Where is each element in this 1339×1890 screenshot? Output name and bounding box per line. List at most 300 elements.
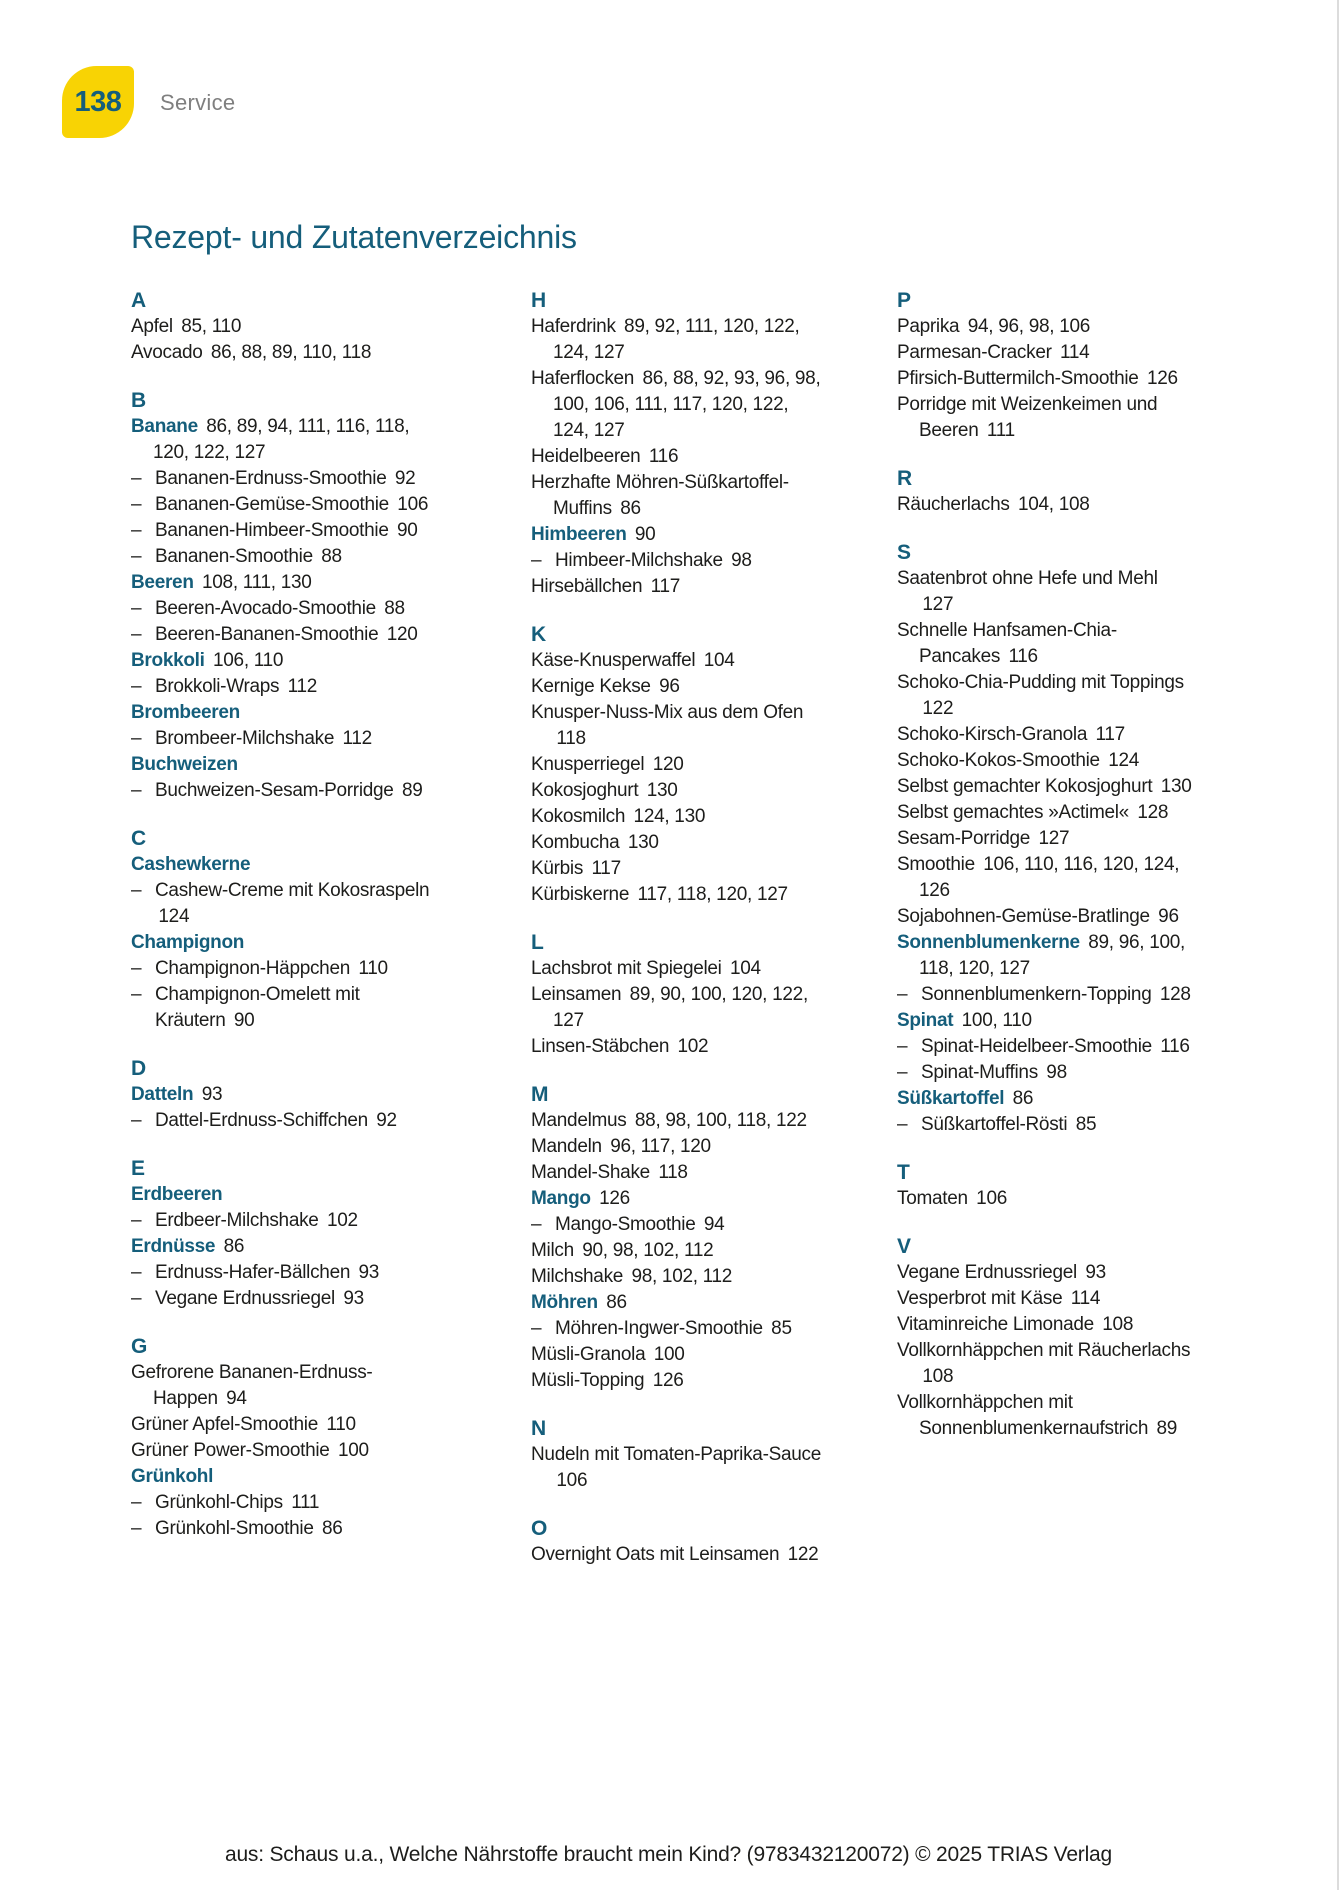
entry-page-numbers: 127 xyxy=(1038,828,1070,849)
index-entry xyxy=(531,882,826,908)
entry-term: Kombucha xyxy=(531,832,620,853)
section-letter: N xyxy=(531,1417,547,1440)
index-section-p xyxy=(897,288,1195,444)
entry-term: Mango-Smoothie xyxy=(555,1214,696,1235)
entry-term: Bananen-Smoothie xyxy=(155,546,313,567)
entry-term: Haferdrink xyxy=(531,316,616,337)
index-entry xyxy=(531,982,826,1034)
index-entry xyxy=(131,596,431,622)
index-entry xyxy=(531,574,826,600)
index-entry xyxy=(131,1360,431,1412)
section-letter: H xyxy=(531,289,547,312)
index-entry xyxy=(131,852,431,878)
index-section-g xyxy=(131,1334,431,1542)
entry-term: Sesam-Porridge xyxy=(897,828,1031,849)
entry-page-numbers: 85, 110 xyxy=(181,316,242,337)
index-entry xyxy=(897,340,1195,366)
index-entry xyxy=(531,1034,826,1060)
index-entry xyxy=(897,1338,1195,1390)
entry-term: Himbeer-Milchshake xyxy=(555,550,723,571)
entry-term: Brombeer-Milchshake xyxy=(155,728,335,749)
entry-page-numbers: 117 xyxy=(650,576,680,597)
entry-page-numbers: 114 xyxy=(1070,1288,1101,1309)
entry-term: Mandel-Shake xyxy=(531,1162,650,1183)
entry-term: Saatenbrot ohne Hefe und Mehl xyxy=(897,568,1158,589)
index-section-o xyxy=(531,1516,826,1568)
entry-page-numbers: 93 xyxy=(201,1084,223,1105)
entry-page-numbers: 116 xyxy=(1160,1036,1190,1057)
entry-page-numbers: 86 xyxy=(606,1292,627,1313)
entry-page-numbers: 88 xyxy=(321,546,342,567)
index-entry xyxy=(897,748,1195,774)
entry-term: Grüner Apfel-Smoothie xyxy=(131,1414,318,1435)
entry-term: Spinat-Muffins xyxy=(921,1062,1038,1083)
entry-page-numbers: 100, 110 xyxy=(961,1010,1032,1031)
entry-term: Dattel-Erdnuss-Schiffchen xyxy=(155,1110,368,1131)
entry-term: Hirsebällchen xyxy=(531,576,643,597)
section-letter: M xyxy=(531,1083,549,1106)
entry-page-numbers: 126 xyxy=(599,1188,630,1209)
entry-term: Linsen-Stäbchen xyxy=(531,1036,670,1057)
entry-page-numbers: 89, 90, 100, 120, 122, 127 xyxy=(553,984,808,1031)
entry-term: Erdnuss-Hafer-Bällchen xyxy=(155,1262,351,1283)
entry-term: Grünkohl-Smoothie xyxy=(155,1518,314,1539)
index-entry xyxy=(531,856,826,882)
entry-page-numbers: 126 xyxy=(652,1370,684,1391)
entry-page-numbers: 93 xyxy=(343,1288,364,1309)
entry-page-numbers: 86, 89, 94, 111, 116, 118, 120, 122, 127 xyxy=(153,416,410,463)
index-entry xyxy=(531,804,826,830)
section-letter: E xyxy=(131,1157,146,1180)
index-section-s xyxy=(897,540,1195,1138)
entry-term: Vollkornhäppchen mit Sonnenblumenkernaufstrich xyxy=(897,1392,1149,1439)
entry-page-numbers: 104 xyxy=(730,958,761,979)
index-entry xyxy=(897,1390,1195,1442)
index-entry xyxy=(897,366,1195,392)
page-title: Rezept- und Zutatenverzeichnis xyxy=(131,219,577,255)
index-entry xyxy=(531,1342,826,1368)
section-letter: R xyxy=(897,467,913,490)
entry-term: Vegane Erdnussriegel xyxy=(897,1262,1077,1283)
entry-term: Süßkartoffel-Rösti xyxy=(921,1114,1068,1135)
running-head-section-label: Service xyxy=(160,90,236,115)
entry-page-numbers: 98, 102, 112 xyxy=(631,1266,733,1287)
index-entry xyxy=(131,340,431,366)
sub-entry-dash: – xyxy=(131,1288,142,1309)
sub-entry-dash: – xyxy=(131,780,142,801)
index-entry xyxy=(897,826,1195,852)
sub-entry-dash: – xyxy=(897,1036,908,1057)
entry-page-numbers: 89, 96, 100, 118, 120, 127 xyxy=(919,932,1185,979)
entry-page-numbers: 86 xyxy=(620,498,641,519)
entry-page-numbers: 126 xyxy=(1146,368,1178,389)
entry-term: Pfirsich-Buttermilch-Smoothie xyxy=(897,368,1139,389)
index-entry xyxy=(531,1108,826,1134)
index-section-d xyxy=(131,1056,431,1134)
sub-entry-dash: – xyxy=(131,1518,142,1539)
index-entry xyxy=(131,1260,431,1286)
sub-entry-dash: – xyxy=(131,520,142,541)
section-letter: T xyxy=(897,1161,910,1184)
entry-term: Himbeeren xyxy=(531,524,627,545)
index-entry xyxy=(131,314,431,340)
entry-term: Beeren-Avocado-Smoothie xyxy=(155,598,376,619)
entry-page-numbers: 100 xyxy=(653,1344,685,1365)
entry-page-numbers: 100 xyxy=(337,1440,369,1461)
index-entry xyxy=(131,1108,431,1134)
entry-page-numbers: 108 xyxy=(1102,1314,1134,1335)
index-entry xyxy=(897,1086,1195,1112)
entry-term: Kernige Kekse xyxy=(531,676,651,697)
page-number-badge xyxy=(62,66,134,138)
entry-page-numbers: 120 xyxy=(652,754,684,775)
footer-credit: aus: Schaus u.a., Welche Nährstoffe braucht mein Kind? (9783432120072) © 2025 TRIAS Verlag xyxy=(224,1843,1113,1866)
entry-term: Bananen-Himbeer-Smoothie xyxy=(155,520,389,541)
entry-page-numbers: 106, 110, 116, 120, 124, 126 xyxy=(919,854,1180,901)
entry-page-numbers: 86 xyxy=(223,1236,245,1257)
sub-entry-dash: – xyxy=(897,984,908,1005)
section-letter: D xyxy=(131,1057,147,1080)
index-section-e xyxy=(131,1156,431,1312)
entry-term: Herzhafte Möhren-Süßkartoffel-Muffins xyxy=(531,472,789,519)
index-entry xyxy=(531,1212,826,1238)
entry-page-numbers: 85 xyxy=(1075,1114,1097,1135)
index-entry xyxy=(131,570,431,596)
entry-term: Banane xyxy=(131,416,198,437)
index-entry xyxy=(131,414,431,466)
entry-page-numbers: 96, 117, 120 xyxy=(610,1136,711,1157)
entry-page-numbers: 116 xyxy=(648,446,679,467)
index-section-r xyxy=(897,466,1195,518)
entry-term: Sonnenblumenkerne xyxy=(897,932,1080,953)
section-letter: O xyxy=(531,1517,548,1540)
entry-page-numbers: 118 xyxy=(556,728,586,749)
index-entry xyxy=(131,466,431,492)
entry-page-numbers: 106, 110 xyxy=(213,650,284,671)
entry-term: Müsli-Topping xyxy=(531,1370,645,1391)
index-entry xyxy=(897,982,1195,1008)
entry-term: Knusper-Nuss-Mix aus dem Ofen xyxy=(531,702,804,723)
section-letter: V xyxy=(897,1235,912,1258)
index-entry xyxy=(897,1034,1195,1060)
entry-page-numbers: 130 xyxy=(627,832,659,853)
index-entry xyxy=(131,622,431,648)
entry-page-numbers: 92 xyxy=(394,468,416,489)
index-entry xyxy=(897,852,1195,904)
sub-entry-dash: – xyxy=(131,468,142,489)
entry-term: Käse-Knusperwaffel xyxy=(531,650,696,671)
entry-term: Overnight Oats mit Leinsamen xyxy=(531,1544,780,1565)
entry-term: Kürbis xyxy=(531,858,584,879)
entry-term: Beeren xyxy=(131,572,194,593)
entry-term: Bananen-Gemüse-Smoothie xyxy=(155,494,389,515)
index-entry xyxy=(897,1312,1195,1338)
index-entry xyxy=(131,1412,431,1438)
index-entry xyxy=(131,956,431,982)
index-entry xyxy=(131,878,431,930)
entry-page-numbers: 89 xyxy=(401,780,423,801)
entry-term: Porridge mit Weizenkeimen und Beeren xyxy=(897,394,1158,441)
entry-term: Champignon-Häppchen xyxy=(155,958,350,979)
entry-page-numbers: 104 xyxy=(703,650,735,671)
entry-term: Schoko-Chia-Pudding mit Toppings xyxy=(897,672,1184,693)
entry-term: Sojabohnen-Gemüse-Bratlinge xyxy=(897,906,1150,927)
entry-page-numbers: 106 xyxy=(556,1470,588,1491)
entry-term: Knusperriegel xyxy=(531,754,645,775)
entry-page-numbers: 127 xyxy=(922,594,954,615)
sub-entry-dash: – xyxy=(131,958,142,979)
index-entry xyxy=(131,1464,431,1490)
entry-page-numbers: 124 xyxy=(1108,750,1140,771)
index-entry xyxy=(897,722,1195,748)
index-entry xyxy=(131,1208,431,1234)
entry-term: Apfel xyxy=(131,316,173,337)
sub-entry-dash: – xyxy=(131,546,142,567)
index-column xyxy=(897,288,1195,1442)
index-entry xyxy=(131,492,431,518)
index-entry xyxy=(897,774,1195,800)
entry-page-numbers: 90 xyxy=(233,1010,255,1031)
section-letter: B xyxy=(131,389,147,412)
entry-page-numbers: 122 xyxy=(922,698,954,719)
entry-term: Grüner Power-Smoothie xyxy=(131,1440,330,1461)
index-section-n xyxy=(531,1416,826,1494)
entry-page-numbers: 124 xyxy=(158,906,190,927)
entry-page-numbers: 110 xyxy=(326,1414,356,1435)
entry-page-numbers: 120 xyxy=(386,624,418,645)
section-letter: C xyxy=(131,827,147,850)
entry-page-numbers: 112 xyxy=(342,728,372,749)
entry-page-numbers: 102 xyxy=(326,1210,358,1231)
index-entry xyxy=(131,778,431,804)
section-letter: G xyxy=(131,1335,148,1358)
sub-entry-dash: – xyxy=(131,728,142,749)
index-entry xyxy=(131,1082,431,1108)
entry-page-numbers: 122 xyxy=(787,1544,819,1565)
entry-term: Beeren-Bananen-Smoothie xyxy=(155,624,379,645)
entry-term: Sonnenblumenkern-Topping xyxy=(921,984,1152,1005)
entry-term: Kokosmilch xyxy=(531,806,626,827)
index-entry xyxy=(531,1368,826,1394)
index-entry xyxy=(131,518,431,544)
entry-page-numbers: 104, 108 xyxy=(1017,494,1090,515)
entry-page-numbers: 90 xyxy=(634,524,656,545)
index-entry xyxy=(531,1264,826,1290)
index-entry xyxy=(897,392,1195,444)
index-entry xyxy=(531,1290,826,1316)
index-entry xyxy=(531,1134,826,1160)
index-entry xyxy=(131,544,431,570)
index-entry xyxy=(531,314,826,366)
entry-term: Schoko-Kirsch-Granola xyxy=(897,724,1088,745)
index-entry xyxy=(531,1160,826,1186)
entry-page-numbers: 96 xyxy=(1158,906,1179,927)
sub-entry-dash: – xyxy=(131,1110,142,1131)
entry-term: Heidelbeeren xyxy=(531,446,641,467)
entry-page-numbers: 128 xyxy=(1137,802,1169,823)
entry-page-numbers: 116 xyxy=(1008,646,1038,667)
index-section-c xyxy=(131,826,431,1034)
index-entry xyxy=(531,1238,826,1264)
entry-term: Datteln xyxy=(131,1084,194,1105)
index-section-v xyxy=(897,1234,1195,1442)
entry-term: Erdbeer-Milchshake xyxy=(155,1210,319,1231)
index-entry xyxy=(897,1112,1195,1138)
entry-term: Mango xyxy=(531,1188,591,1209)
entry-term: Schoko-Kokos-Smoothie xyxy=(897,750,1100,771)
entry-page-numbers: 118 xyxy=(658,1162,688,1183)
entry-page-numbers: 89, 92, 111, 120, 122, 124, 127 xyxy=(553,316,800,363)
entry-page-numbers: 86, 88, 89, 110, 118 xyxy=(210,342,372,363)
entry-term: Paprika xyxy=(897,316,960,337)
index-entry xyxy=(531,830,826,856)
index-entry xyxy=(131,1286,431,1312)
entry-page-numbers: 92 xyxy=(376,1110,397,1131)
entry-term: Cashew-Creme mit Kokosraspeln xyxy=(155,880,430,901)
index-entry xyxy=(531,366,826,444)
sub-entry-dash: – xyxy=(131,624,142,645)
entry-page-numbers: 102 xyxy=(677,1036,709,1057)
entry-page-numbers: 98 xyxy=(1046,1062,1067,1083)
index-entry xyxy=(531,956,826,982)
index-entry xyxy=(897,1186,1195,1212)
entry-page-numbers: 112 xyxy=(287,676,318,697)
section-letter: K xyxy=(531,623,547,646)
index-entry xyxy=(531,752,826,778)
entry-page-numbers: 117 xyxy=(1095,724,1125,745)
index-entry xyxy=(897,904,1195,930)
entry-term: Selbst gemachter Kokosjoghurt xyxy=(897,776,1153,797)
entry-term: Mandeln xyxy=(531,1136,602,1157)
entry-term: Süßkartoffel xyxy=(897,1088,1005,1109)
entry-term: Buchweizen xyxy=(131,754,238,775)
entry-page-numbers: 94 xyxy=(226,1388,247,1409)
index-section-l xyxy=(531,930,826,1060)
entry-page-numbers: 114 xyxy=(1060,342,1090,363)
index-column xyxy=(531,288,826,1568)
sub-entry-dash: – xyxy=(131,676,142,697)
entry-page-numbers: 130 xyxy=(646,780,678,801)
index-entry xyxy=(897,1060,1195,1086)
index-entry xyxy=(131,930,431,956)
index-entry xyxy=(531,778,826,804)
entry-page-numbers: 106 xyxy=(397,494,429,515)
entry-term: Smoothie xyxy=(897,854,975,875)
entry-term: Tomaten xyxy=(897,1188,968,1209)
index-entry xyxy=(131,674,431,700)
index-entry xyxy=(531,648,826,674)
index-entry xyxy=(531,1442,826,1494)
entry-term: Brokkoli-Wraps xyxy=(155,676,280,697)
entry-page-numbers: 88, 98, 100, 118, 122 xyxy=(634,1110,807,1131)
entry-term: Champignon-Omelett mit Kräutern xyxy=(155,984,360,1031)
sub-entry-dash: – xyxy=(897,1062,908,1083)
entry-term: Leinsamen xyxy=(531,984,622,1005)
sub-entry-dash: – xyxy=(897,1114,908,1135)
entry-page-numbers: 117 xyxy=(591,858,621,879)
entry-term: Avocado xyxy=(131,342,203,363)
index-section-a xyxy=(131,288,431,366)
entry-page-numbers: 111 xyxy=(291,1492,320,1513)
entry-term: Spinat-Heidelbeer-Smoothie xyxy=(921,1036,1152,1057)
index-entry xyxy=(131,1182,431,1208)
index-section-h xyxy=(531,288,826,600)
index-entry xyxy=(531,1186,826,1212)
entry-term: Schnelle Hanfsamen-Chia-Pancakes xyxy=(897,620,1117,667)
index-entry xyxy=(531,522,826,548)
index-entry xyxy=(531,470,826,522)
entry-term: Räucherlachs xyxy=(897,494,1010,515)
entry-page-numbers: 130 xyxy=(1160,776,1192,797)
index-section-b xyxy=(131,388,431,804)
index-entry xyxy=(897,1008,1195,1034)
index-columns xyxy=(131,288,1195,1568)
sub-entry-dash: – xyxy=(131,880,142,901)
sub-entry-dash: – xyxy=(131,598,142,619)
entry-page-numbers: 94 xyxy=(703,1214,725,1235)
entry-page-numbers: 86 xyxy=(321,1518,343,1539)
index-entry xyxy=(531,548,826,574)
sub-entry-dash: – xyxy=(131,494,142,515)
entry-term: Mandelmus xyxy=(531,1110,627,1131)
entry-page-numbers: 86 xyxy=(1012,1088,1034,1109)
index-entry xyxy=(897,800,1195,826)
index-entry xyxy=(131,700,431,726)
entry-page-numbers: 108 xyxy=(922,1366,954,1387)
entry-term: Lachsbrot mit Spiegelei xyxy=(531,958,722,979)
entry-page-numbers: 90, 98, 102, 112 xyxy=(582,1240,714,1261)
entry-term: Champignon xyxy=(131,932,245,953)
entry-page-numbers: 89 xyxy=(1156,1418,1178,1439)
index-entry xyxy=(897,314,1195,340)
entry-term: Erdnüsse xyxy=(131,1236,216,1257)
sub-entry-dash: – xyxy=(131,1262,142,1283)
entry-term: Selbst gemachtes »Actimel« xyxy=(897,802,1129,823)
entry-term: Müsli-Granola xyxy=(531,1344,646,1365)
index-entry xyxy=(131,1490,431,1516)
index-entry xyxy=(897,492,1195,518)
index-section-k xyxy=(531,622,826,908)
entry-page-numbers: 124, 130 xyxy=(633,806,706,827)
entry-page-numbers: 98 xyxy=(731,550,752,571)
index-section-m xyxy=(531,1082,826,1394)
entry-page-numbers: 108, 111, 130 xyxy=(202,572,312,593)
entry-term: Vitaminreiche Limonade xyxy=(897,1314,1094,1335)
entry-page-numbers: 93 xyxy=(358,1262,380,1283)
index-entry xyxy=(131,1438,431,1464)
index-entry xyxy=(131,1234,431,1260)
entry-term: Gefrorene Bananen-Erdnuss-Happen xyxy=(131,1362,373,1409)
index-entry xyxy=(897,1286,1195,1312)
index-entry xyxy=(531,444,826,470)
entry-term: Spinat xyxy=(897,1010,954,1031)
index-entry xyxy=(897,930,1195,982)
entry-term: Vesperbrot mit Käse xyxy=(897,1288,1063,1309)
entry-term: Milchshake xyxy=(531,1266,624,1287)
sub-entry-dash: – xyxy=(531,1214,542,1235)
section-letter: P xyxy=(897,289,912,312)
entry-term: Cashewkerne xyxy=(131,854,251,875)
entry-page-numbers: 94, 96, 98, 106 xyxy=(967,316,1090,337)
index-section-t xyxy=(897,1160,1195,1212)
index-entry xyxy=(131,726,431,752)
index-entry xyxy=(897,670,1195,722)
entry-term: Brokkoli xyxy=(131,650,205,671)
entry-term: Buchweizen-Sesam-Porridge xyxy=(155,780,394,801)
index-entry xyxy=(531,674,826,700)
entry-page-numbers: 93 xyxy=(1085,1262,1106,1283)
sub-entry-dash: – xyxy=(131,1210,142,1231)
